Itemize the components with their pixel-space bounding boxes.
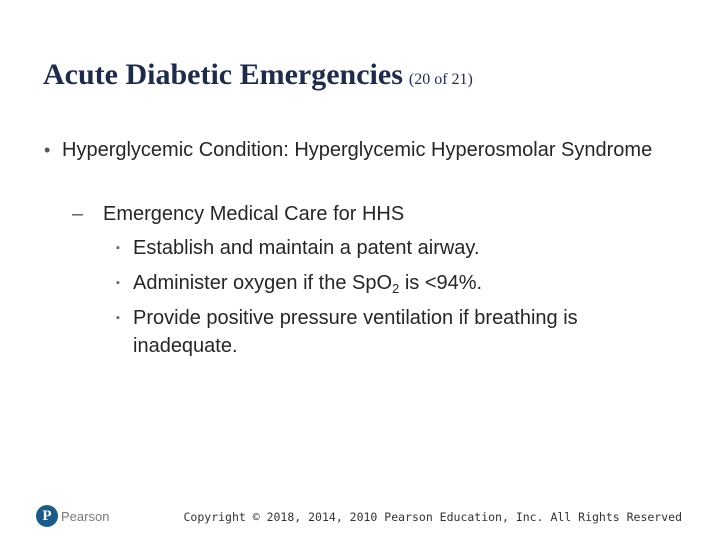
title-text: Acute Diabetic Emergencies	[43, 58, 403, 91]
slide-title	[43, 58, 473, 92]
bullet-level3-item	[116, 304, 686, 360]
bullet-marker: •	[44, 140, 51, 160]
bullet-level3-item	[116, 234, 686, 262]
item-text	[116, 269, 686, 297]
pearson-p-icon: P	[36, 505, 58, 527]
bullet-level3-item	[116, 269, 686, 297]
pearson-logo	[36, 505, 109, 527]
bullet-level1	[44, 136, 684, 164]
item-text-after: is <94%.	[399, 272, 483, 294]
dash-marker: –	[72, 203, 84, 225]
sub-bullet-text: Emergency Medical Care for HHS	[103, 203, 405, 225]
square-marker: ▪	[116, 312, 120, 324]
subscript-two: 2	[392, 281, 400, 296]
item-text-before: Administer oxygen if the Sp	[133, 272, 377, 294]
bullet-text: Hyperglycemic Condition: Hyperglycemic Hyperosmolar Syndrome	[62, 139, 653, 161]
item-text: Establish and maintain a patent airway.	[133, 237, 480, 259]
item-text: Provide positive pressure ventilation if breathing is inadequate.	[133, 307, 578, 357]
square-marker: ▪	[116, 242, 120, 254]
pearson-wordmark: Pearson	[61, 508, 110, 524]
item-text-o: O	[376, 272, 393, 294]
bullet-level2	[72, 200, 672, 228]
square-marker: ▪	[116, 277, 120, 289]
slide-counter: (20 of 21)	[408, 71, 473, 88]
copyright-text: Copyright © 2018, 2014, 2010 Pearson Education, Inc. All Rights Reserved	[183, 510, 682, 524]
